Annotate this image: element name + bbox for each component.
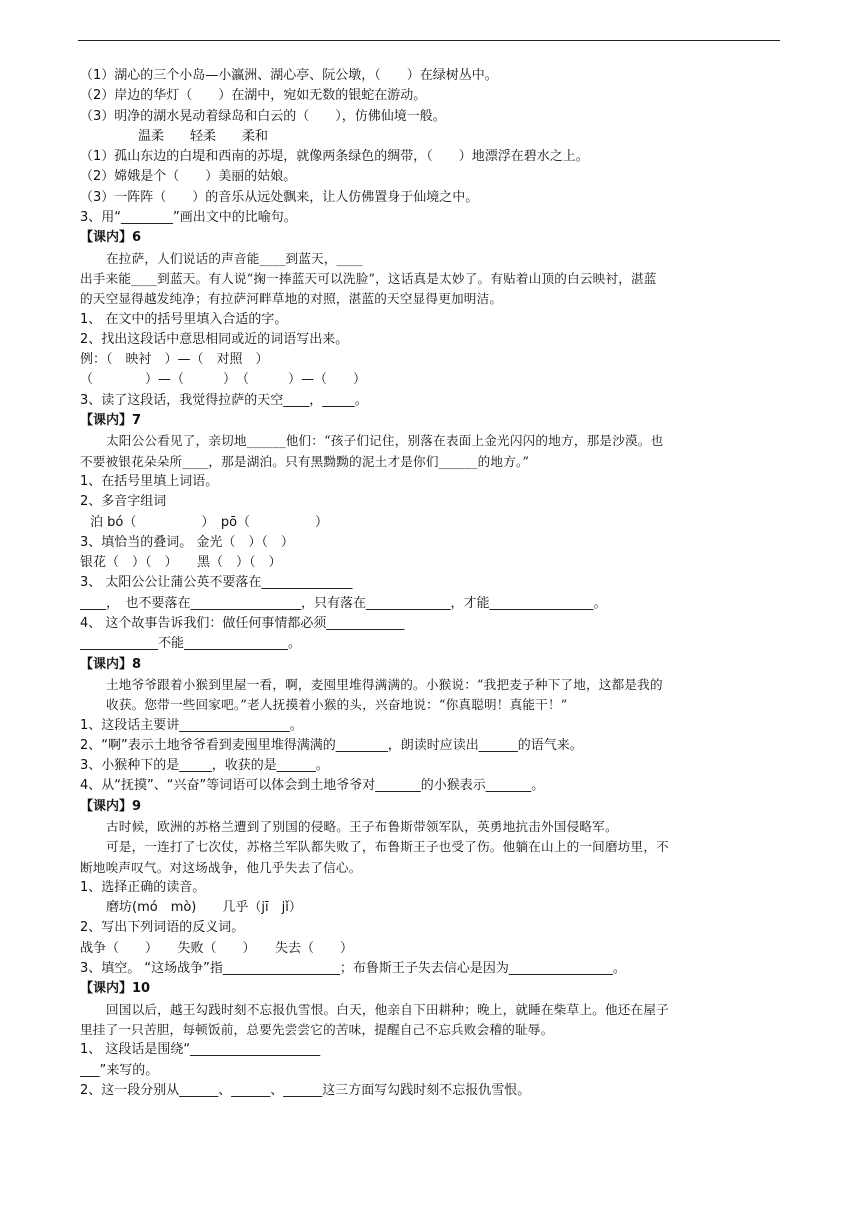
text-line: 古时候，欧洲的苏格兰遭到了别国的侵略。王子布鲁斯带领军队，英勇地抗击外国侵略军。 bbox=[106, 818, 618, 834]
section-heading: 【课内】6 bbox=[80, 230, 142, 246]
text-line: 3、 太阳公公让蒲公英不要落在______________ bbox=[80, 575, 353, 591]
section-heading: 【课内】8 bbox=[80, 656, 142, 672]
text-line: 磨坊(mó mò) 几乎（jī jǐ） bbox=[106, 900, 302, 916]
text-line: 1、在括号里填上词语。 bbox=[80, 473, 219, 489]
text-line: （2）嫦娥是个（ ）美丽的姑娘。 bbox=[80, 169, 297, 185]
text-line: （2）岸边的华灯（ ）在湖中，宛如无数的银蛇在游动。 bbox=[80, 88, 427, 104]
text-line: 3、用“________”画出文中的比喻句。 bbox=[80, 210, 297, 226]
text-line: （ ）—（ ） （ ）—（ ） bbox=[80, 372, 367, 388]
text-line: 泊 bó（ ） pō（ ） bbox=[90, 514, 329, 530]
text-line: 1、 这段话是围绕“____________________ bbox=[80, 1042, 321, 1058]
header-rule bbox=[78, 40, 780, 41]
text-line: 2、写出下列词语的反义词。 bbox=[80, 920, 245, 936]
text-line: 太阳公公看见了，亲切地______他们：“孩子们记住，别落在表面上金光闪闪的地方，那是沙漠。也 bbox=[106, 433, 664, 449]
text-line: （3）明净的湖水晃动着绿岛和白云的（ ），仿佛仙境一般。 bbox=[80, 108, 446, 124]
text-line: 可是，一连打了七次仗，苏格兰军队都失败了，布鲁斯王子也受了伤。他躺在山上的一间磨坊里，不 bbox=[106, 839, 669, 855]
text-line: 的天空显得越发纯净；有拉萨河畔草地的对照，湛蓝的天空显得更加明洁。 bbox=[80, 291, 503, 307]
text-line: ___”来写的。 bbox=[80, 1062, 159, 1078]
text-line: 在拉萨，人们说话的声音能____到蓝天，____ bbox=[106, 250, 363, 266]
text-line: 收获。您带一些回家吧。”老人抚摸着小猴的头，兴奋地说：“你真聪明！真能干！” bbox=[106, 697, 568, 713]
text-line: 4、从“抚摸”、“兴奋”等词语可以体会到土地爷爷对_______的小猴表示_______。 bbox=[80, 778, 545, 794]
text-line: 回国以后，越王勾践时刻不忘报仇雪恨。白天，他亲自下田耕种；晚上，就睡在柴草上。他还在屋子 bbox=[106, 1001, 669, 1017]
text-line: 2、这一段分别从______、______、______这三方面写勾践时刻不忘报仇雪恨。 bbox=[80, 1082, 531, 1098]
text-line: 3、小猴种下的是_____，收获的是______。 bbox=[80, 758, 329, 774]
text-line: 3、读了这段话，我觉得拉萨的天空____，_____。 bbox=[80, 392, 368, 408]
text-line: 温柔 轻柔 柔和 bbox=[138, 128, 269, 144]
text-line: （1）孤山东边的白堤和西南的苏堤，就像两条绿色的绸带，（ ）地漂浮在碧水之上。 bbox=[80, 149, 589, 165]
text-line: 4、 这个故事告诉我们：做任何事情都必须____________ bbox=[80, 616, 405, 632]
text-line: 断地唉声叹气。对这场战争，他几乎失去了信心。 bbox=[80, 859, 362, 875]
text-line: 1、 在文中的括号里填入合适的字。 bbox=[80, 311, 288, 327]
text-line: 1、这段话主要讲_________________。 bbox=[80, 717, 303, 733]
text-line: 土地爷爷跟着小猴到里屋一看，啊，麦囤里堆得满满的。小猴说：“我把麦子种下了地，这都是我的 bbox=[106, 676, 663, 692]
text-line: 2、多音字组词 bbox=[80, 494, 167, 510]
section-heading: 【课内】10 bbox=[80, 981, 151, 997]
text-line: 3、填空。 “这场战争”指__________________；布鲁斯王子失去信心是因为________________。 bbox=[80, 961, 626, 977]
text-line: 例：（ 映衬 ）—（ 对照 ） bbox=[80, 352, 269, 368]
text-line: （3）一阵阵（ ）的音乐从远处飘来，让人仿佛置身于仙境之中。 bbox=[80, 189, 479, 205]
text-line: 出手来能____到蓝天。有人说“掬一捧蓝天可以洗脸”，这话真是太妙了。有贴着山顶的白云映衬，湛蓝 bbox=[80, 270, 657, 286]
text-line: （1）湖心的三个小岛—小瀛洲、湖心亭、阮公墩，（ ）在绿树丛中。 bbox=[80, 68, 498, 83]
text-line: 银花（ ）（ ） 黑（ ）（ ） bbox=[80, 555, 282, 571]
text-line: 2、找出这段话中意思相同或近的词语写出来。 bbox=[80, 331, 349, 347]
text-line: ____________不能________________。 bbox=[80, 636, 302, 652]
text-line: ____， 也不要落在_________________，只有落在_____________，才能________________。 bbox=[80, 595, 607, 611]
section-heading: 【课内】7 bbox=[80, 413, 142, 429]
worksheet-body bbox=[80, 66, 780, 1101]
text-line: 3、填恰当的叠词。 金光（ ）（ ） bbox=[80, 534, 294, 550]
text-line: 里挂了一只苦胆，每顿饭前，总要先尝尝它的苦味，提醒自己不忘兵败会稽的耻辱。 bbox=[80, 1021, 554, 1037]
text-line: 战争（ ） 失败（ ） 失去（ ） bbox=[80, 940, 354, 956]
text-line: 不要被银花朵朵所____，那是湖泊。只有黑黝黝的泥土才是你们______的地方。” bbox=[80, 453, 530, 469]
text-line: 2、“啊”表示土地爷爷看到麦囤里堆得满满的________，朗读时应读出______的语气来。 bbox=[80, 737, 583, 753]
section-heading: 【课内】9 bbox=[80, 798, 142, 814]
text-line: 1、选择正确的读音。 bbox=[80, 879, 206, 895]
